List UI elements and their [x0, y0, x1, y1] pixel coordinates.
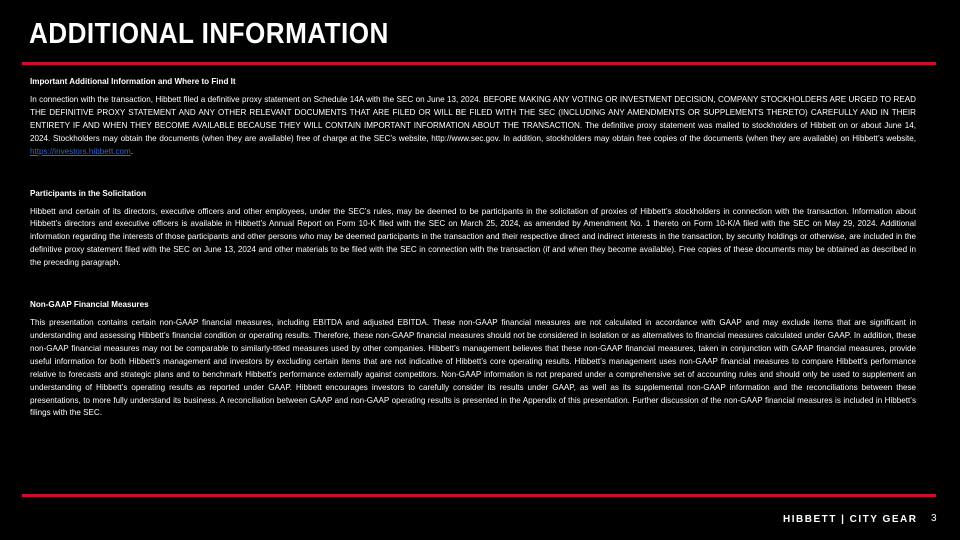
- section-heading: Participants in the Solicitation: [30, 188, 147, 198]
- content-area: [30, 76, 916, 420]
- section-additional-info: [30, 76, 916, 159]
- company-logo: HIBBETT | CITY GEAR: [783, 514, 918, 525]
- section-body: Hibbett and certain of its directors, executive officers and other employees, under the SEC’s rules, may be deemed to be participants in the solicitation of proxies of Hibbett’s stockholders in connection with the transaction. Information about Hibbett’s directors and executive officers is available in Hibbett’s Annual Report on Form 10-K filed with the SEC on March 25, 2024, as amended by Amendment No. 1 thereto on Form 10-K/A filed with the SEC on May 29, 2024. Additional information regarding the interests of those participants and other persons who may be deemed participants in the transaction and their respective direct and indirect interests in the transaction, by security holdings or otherwise, are included in the definitive proxy statement filed with the SEC on June 13, 2024 and other materials to be filed with the SEC in connection with the transaction (if and when they become available). Free copies of these documents may be obtained as described in the preceding paragraph.: [30, 206, 916, 268]
- section-body: [30, 94, 916, 159]
- slide-title: ADDITIONAL INFORMATION: [29, 18, 389, 50]
- section-body: This presentation contains certain non-GAAP financial measures, including EBITDA and adjusted EBITDA. These non-GAAP financial measures are not calculated in accordance with GAAP and may exclude items that are significant in understanding and assessing Hibbett’s financial condition or operating results. Therefore, these non-GAAP financial measures should not be considered in isolation or as alternatives to financial measures calculated under GAAP. In addition, these non-GAAP financial measures may not be comparable to similarly-titled measures used by other companies. Hibbett’s management believes that these non-GAAP financial measures, taken in conjunction with GAAP financial measures, provide useful information for both Hibbett’s management and investors by excluding certain items that are not indicative of Hibbett’s core operating results. Hibbett’s management uses non-GAAP financial measures to compare Hibbett’s performance relative to forecasts and strategic plans and to benchmark Hibbett’s performance externally against competitors. Non-GAAP information is not prepared under a comprehensive set of accounting rules and should only be used to supplement an understanding of Hibbett’s operating results as reported under GAAP. Hibbett encourages investors to carefully consider its results under GAAP, as well as its supplemental non-GAAP information and the reconciliations between these presentations, to more fully understand its business. A reconciliation between GAAP and non-GAAP operating results is presented in the Appendix of this presentation. Further discussion of the non-GAAP financial measures is included in Hibbett’s filings with the SEC.: [30, 318, 916, 418]
- section-participants: [30, 188, 916, 271]
- body-text-end: .: [130, 146, 134, 156]
- section-heading: Non-GAAP Financial Measures: [30, 300, 149, 310]
- top-divider: [22, 62, 936, 65]
- bottom-divider: [22, 494, 936, 497]
- section-non-gaap: [30, 299, 916, 420]
- body-text: In connection with the transaction, Hibbett filed a definitive proxy statement on Schedule 14A with the SEC on June 13, 2024. BEFORE MAKING ANY VOTING OR INVESTMENT DECISION, COMPANY STOCKHOLDERS ARE URGED TO READ THE DEFINITIVE PROXY STATEMENT AND ANY OTHER RELEVANT DOCUMENTS THAT ARE FILED OR WILL BE FILED WITH THE SEC (INCLUDING ANY AMENDMENTS OR SUPPLEMENTS THERETO) CAREFULLY AND IN THEIR ENTIRETY IF AND WHEN THEY BECOME AVAILABLE BECAUSE THEY WILL CONTAIN IMPORTANT INFORMATION ABOUT THE TRANSACTION. The definitive proxy statement was mailed to stockholders of Hibbett on or about June 14, 2024. Stockholders may obtain the documents (when they are available) free of charge at the SEC’s website, http://www.sec.gov. In addition, stockholders may obtain free copies of the documents (when they are available) on Hibbett’s website,: [30, 95, 916, 143]
- investors-link[interactable]: https://investors.hibbett.com: [30, 146, 131, 156]
- section-heading: Important Additional Information and Where to Find It: [30, 77, 236, 86]
- page-number: 3: [931, 513, 937, 524]
